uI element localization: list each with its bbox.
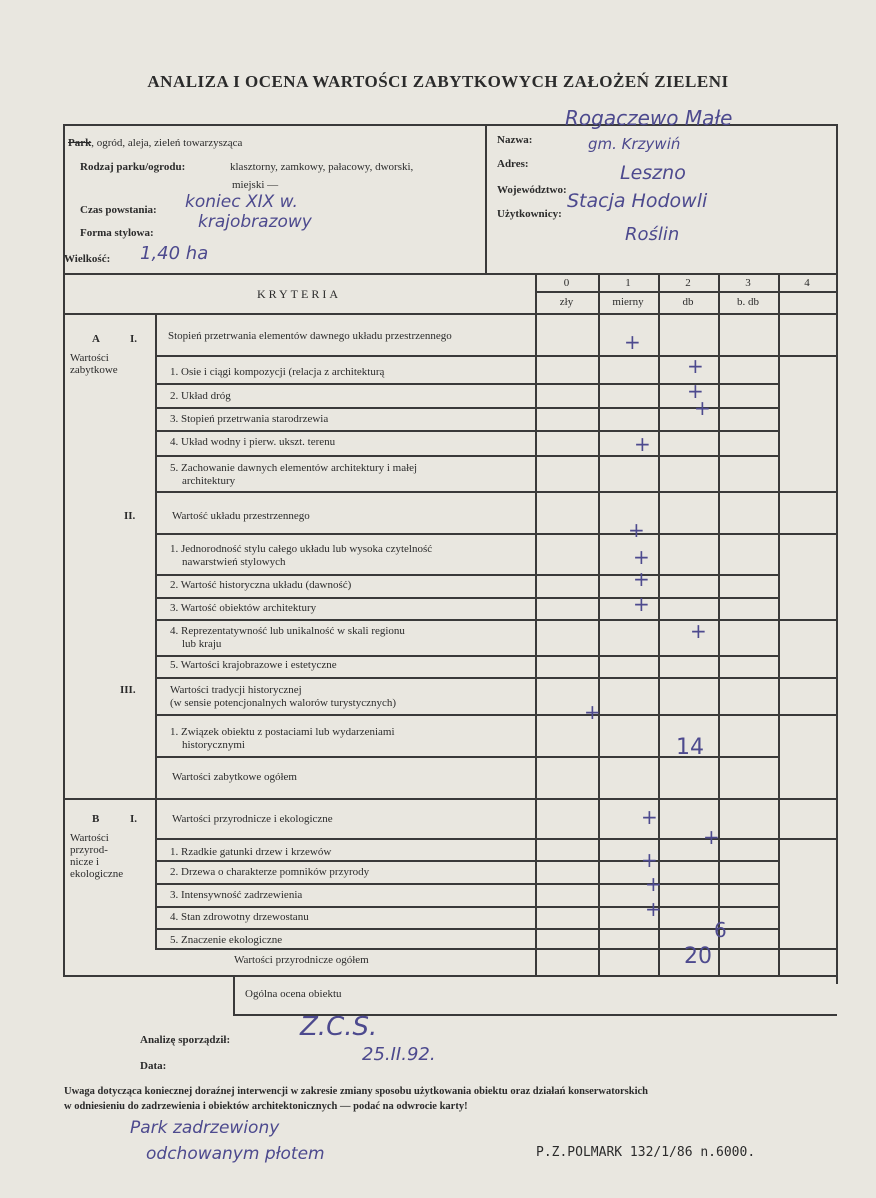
criteria-header: KRYTERIA bbox=[257, 287, 341, 301]
criterion-a5-line2: architektury bbox=[182, 475, 236, 487]
criterion-d4: 4. Stan zdrowotny drzewostanu bbox=[170, 911, 309, 923]
mark-wartosc-ukladu: + bbox=[628, 518, 645, 542]
criterion-d5: 5. Znaczenie ekologiczne bbox=[170, 934, 283, 946]
handwritten-uzytkownicy-1: Stacja Hodowli bbox=[567, 190, 708, 212]
handwritten-bottom-note-2: odchowanym płotem bbox=[146, 1144, 325, 1164]
section-b-name-4: ekologiczne bbox=[70, 868, 124, 880]
scale-2-num: 2 bbox=[685, 277, 691, 289]
criterion-a3: 3. Stopień przetrwania starodrzewia bbox=[170, 413, 329, 425]
criterion-b1-line1: 1. Jednorodność stylu całego układu lub wysoka czytelność bbox=[170, 543, 433, 555]
criterion-a2: 2. Układ dróg bbox=[170, 390, 231, 402]
wojewodztwo-label: Województwo: bbox=[497, 184, 567, 196]
print-code: P.Z.POLMARK 132/1/86 n.6000. bbox=[536, 1145, 756, 1160]
criterion-b2: 2. Wartość historyczna układu (dawność) bbox=[170, 579, 352, 591]
uwaga-line-1: Uwaga dotycząca koniecznej doraźnej interwencji w zakresie zmiany sposobu użytkowania obiektu oraz działań konserwatorskich bbox=[64, 1086, 648, 1097]
mark-d4: + bbox=[645, 897, 662, 921]
criterion-a1: 1. Osie i ciągi kompozycji (relacja z architekturą bbox=[170, 366, 385, 378]
criterion-tradycji-line2: (w sensie potencjonalnych walorów turystycznych) bbox=[170, 697, 397, 709]
mark-b4: + bbox=[690, 619, 707, 643]
criterion-stopien: Stopień przetrwania elementów dawnego układu przestrzennego bbox=[168, 330, 452, 342]
section-b-name-1: Wartości bbox=[70, 832, 109, 844]
mark-a3: + bbox=[694, 396, 711, 420]
park-type-line: Park, ogród, aleja, zieleń towarzysząca bbox=[68, 137, 243, 149]
scale-1-num: 1 bbox=[625, 277, 631, 289]
nazwa-label: Nazwa: bbox=[497, 134, 533, 146]
criterion-b3: 3. Wartość obiektów architektury bbox=[170, 602, 317, 614]
uwaga-line-2: w odniesieniu do zadrzewienia i obiektów architektonicznych — podać na odwrocie karty! bbox=[64, 1101, 468, 1112]
mark-a2: + bbox=[687, 379, 704, 403]
section-a-name-2: zabytkowe bbox=[70, 364, 118, 376]
section-a-roman-2: II. bbox=[124, 510, 136, 522]
handwritten-date: 25.II.92. bbox=[362, 1044, 436, 1065]
criterion-c1-line2: historycznymi bbox=[182, 739, 245, 751]
data-label: Data: bbox=[140, 1060, 167, 1072]
criterion-tradycji-line1: Wartości tradycji historycznej bbox=[170, 684, 302, 696]
document-title: ANALIZA I OCENA WARTOŚCI ZABYTKOWYCH ZAŁOŻEŃ ZIELENI bbox=[147, 72, 729, 91]
rodzaj-label: Rodzaj parku/ogrodu: bbox=[80, 161, 186, 173]
section-a-roman-3: III. bbox=[120, 684, 136, 696]
handwritten-adres: gm. Krzywiń bbox=[588, 135, 681, 153]
criterion-d3: 3. Intensywność zadrzewienia bbox=[170, 889, 303, 901]
handwritten-total-b: 6 bbox=[714, 918, 727, 942]
scale-3-num: 3 bbox=[745, 277, 751, 289]
handwritten-signature: Z.C.S. bbox=[300, 1012, 378, 1042]
uzytkownicy-label: Użytkownicy: bbox=[497, 208, 562, 220]
mark-a1: + bbox=[687, 354, 704, 378]
mark-b3: + bbox=[633, 592, 650, 616]
rodzaj-options-2: miejski — bbox=[232, 179, 279, 191]
mark-d2: + bbox=[641, 848, 658, 872]
handwritten-wielkosc: 1,40 ha bbox=[140, 243, 209, 264]
criterion-a4: 4. Układ wodny i pierw. ukszt. terenu bbox=[170, 436, 336, 448]
criterion-wartosc-ukladu: Wartość układu przestrzennego bbox=[172, 510, 310, 522]
mark-d1: + bbox=[703, 825, 720, 849]
criterion-przyrodnicze: Wartości przyrodnicze i ekologiczne bbox=[172, 813, 333, 825]
criterion-b4-line1: 4. Reprezentatywność lub unikalność w skali regionu bbox=[170, 625, 405, 637]
handwritten-czas: koniec XIX w. bbox=[185, 192, 298, 212]
uwaga-note bbox=[64, 1084, 844, 1114]
mark-d3: + bbox=[645, 872, 662, 896]
handwritten-forma: krajobrazowy bbox=[198, 212, 312, 232]
mark-przyrodnicze: + bbox=[641, 805, 658, 829]
criterion-zabytkowe-ogolem: Wartości zabytkowe ogółem bbox=[172, 771, 297, 783]
handwritten-uzytkownicy-2: Roślin bbox=[625, 224, 680, 245]
czas-label: Czas powstania: bbox=[80, 204, 157, 216]
rodzaj-options: klasztorny, zamkowy, pałacowy, dworski, bbox=[230, 161, 414, 173]
section-b-roman: I. bbox=[130, 813, 138, 825]
criterion-ogolna-ocena: Ogólna ocena obiektu bbox=[245, 988, 342, 1000]
mark-b2: + bbox=[633, 567, 650, 591]
scale-4-num: 4 bbox=[804, 277, 810, 289]
criterion-b5: 5. Wartości krajobrazowe i estetyczne bbox=[170, 659, 337, 671]
mark-tradycji: + bbox=[584, 700, 601, 724]
criterion-b4-line2: lub kraju bbox=[182, 638, 222, 650]
forma-label: Forma stylowa: bbox=[80, 227, 154, 239]
analize-label: Analizę sporządził: bbox=[140, 1034, 231, 1046]
handwritten-wojewodztwo: Leszno bbox=[620, 162, 686, 184]
mark-a4: + bbox=[634, 432, 651, 456]
criterion-d1: 1. Rzadkie gatunki drzew i krzewów bbox=[170, 846, 332, 858]
wielkosc-label: Wielkość: bbox=[64, 253, 111, 265]
handwritten-bottom-note-1: Park zadrzewiony bbox=[130, 1118, 280, 1138]
mark-stopien: + bbox=[624, 330, 641, 354]
section-b-name-3: nicze i bbox=[70, 856, 100, 868]
adres-label: Adres: bbox=[497, 158, 529, 170]
section-b-name-2: przyrod- bbox=[70, 844, 108, 856]
handwritten-total-all: 20 bbox=[684, 944, 712, 969]
section-b-letter: B bbox=[92, 813, 100, 825]
criterion-przyrodnicze-ogolem: Wartości przyrodnicze ogółem bbox=[234, 954, 369, 966]
criterion-a5-line1: 5. Zachowanie dawnych elementów architektury i małej bbox=[170, 462, 418, 474]
section-a-roman: I. bbox=[130, 333, 138, 345]
criterion-c1-line1: 1. Związek obiektu z postaciami lub wydarzeniami bbox=[170, 726, 395, 738]
handwritten-nazwa: Rogaczewo Małe bbox=[565, 106, 733, 130]
handwritten-total-a: 14 bbox=[676, 735, 704, 760]
scale-0-num: 0 bbox=[563, 277, 570, 289]
scale-3-word: b. db bbox=[737, 296, 759, 308]
section-a-name-1: Wartości bbox=[70, 352, 109, 364]
mark-b1: + bbox=[633, 545, 650, 569]
scale-0-word: zły bbox=[559, 296, 574, 308]
criterion-b1-line2: nawarstwień stylowych bbox=[182, 556, 286, 568]
section-a-letter: A bbox=[92, 333, 100, 345]
scale-2-word: db bbox=[682, 296, 694, 308]
criterion-d2: 2. Drzewa o charakterze pomników przyrody bbox=[170, 866, 370, 878]
scale-1-word: mierny bbox=[612, 296, 644, 308]
